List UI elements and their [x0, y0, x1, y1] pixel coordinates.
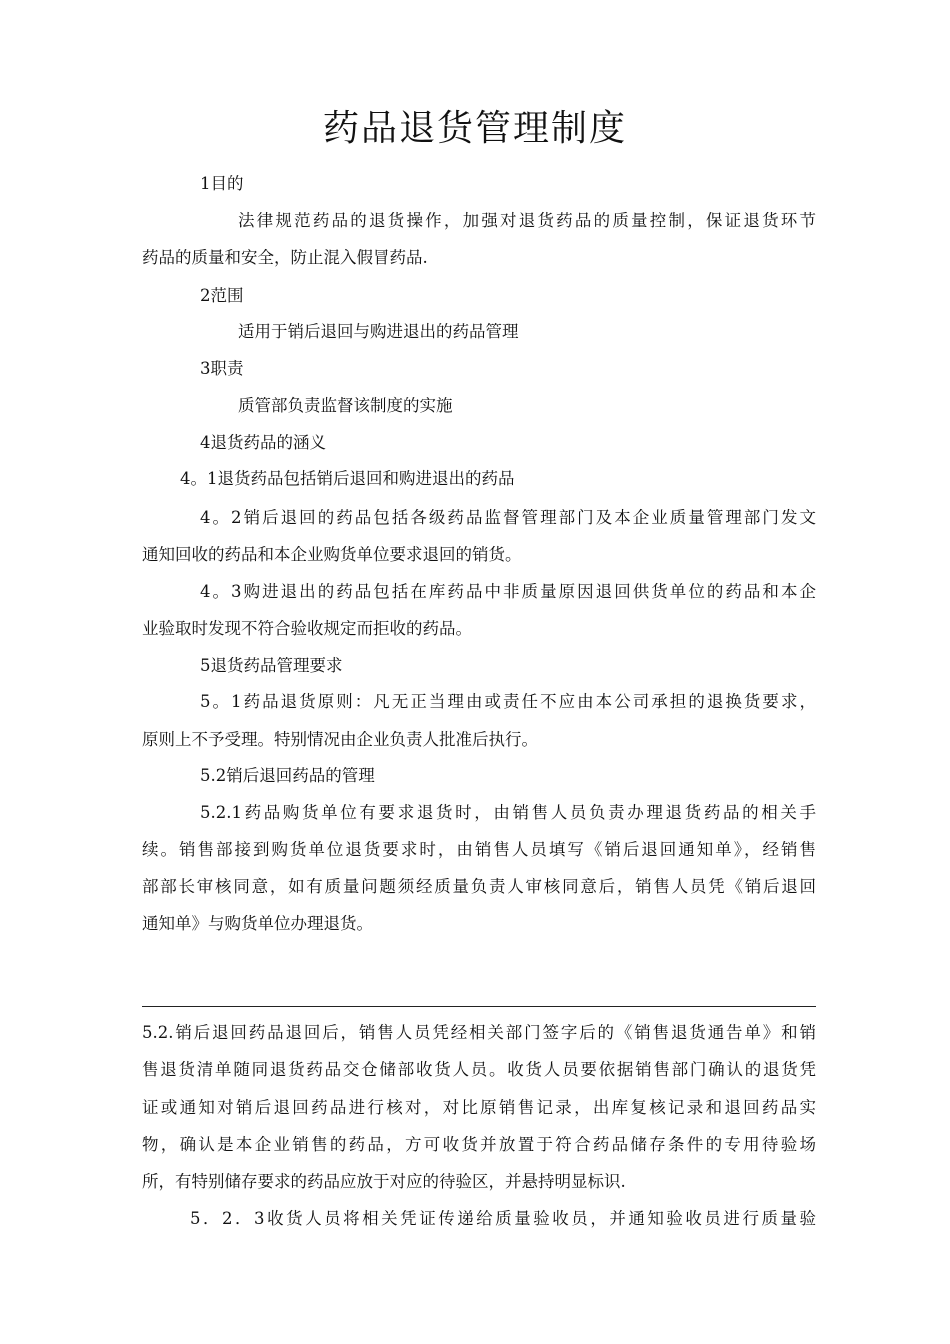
section-5-1-line-1 — [200, 690, 816, 714]
section-4-2-line-1-content: 4。2销后退回的药品包括各级药品监督管理部门及本企业质量管理部门发文 — [200, 508, 816, 527]
section-5-2-3-line-1 — [190, 1207, 816, 1231]
section-5-heading: 5退货药品管理要求 — [200, 656, 343, 675]
section-2-heading: 2范围 — [200, 286, 244, 305]
section-5-2-1-line-2 — [142, 838, 816, 862]
section-4-2-line-2: 通知回收的药品和本企业购货单位要求退回的销货。 — [142, 545, 522, 564]
section-4-1: 4。1退货药品包括销后退回和购进退出的药品 — [180, 469, 515, 488]
section-5-2-2-line-1-content: 5.2.销后退回药品退回后，销售人员凭经相关部门签字后的《销售退货通告单》和销 — [142, 1023, 816, 1042]
section-4-3-line-2: 业验取时发现不符合验收规定而拒收的药品。 — [142, 619, 472, 638]
section-4-3-line-1-content: 4。3购进退出的药品包括在库药品中非质量原因退回供货单位的药品和本企 — [200, 582, 816, 601]
section-5-2-2-line-5: 所，有特别储存要求的药品应放于对应的待验区，并悬持明显标识. — [142, 1172, 626, 1191]
section-3-heading: 3职责 — [200, 359, 244, 378]
section-5-2-1-line-4: 通知单》与购货单位办理退货。 — [142, 914, 373, 933]
section-5-2-1-line-3 — [142, 875, 816, 899]
page-divider — [142, 1006, 816, 1007]
section-5-2-1-line-2-content: 续。销售部接到购货单位退货要求时，由销售人员填写《销后退回通知单》，经销售 — [142, 840, 816, 859]
section-1-heading: 1目的 — [200, 174, 244, 193]
section-5-2-2-line-1 — [142, 1021, 816, 1045]
section-1-text-line-1 — [238, 209, 816, 233]
section-4-heading: 4退货药品的涵义 — [200, 433, 326, 452]
section-5-2-2-line-4 — [142, 1133, 816, 1157]
section-5-1-line-2: 原则上不予受理。特别情况由企业负责人批准后执行。 — [142, 730, 538, 749]
document-title: 药品退货管理制度 — [322, 108, 627, 149]
section-2-text: 适用于销后退回与购进退出的药品管理 — [238, 322, 519, 341]
section-5-2-2-line-2 — [142, 1058, 816, 1082]
section-5-2-3-line-1-content: 5．2．3收货人员将相关凭证传递给质量验收员，并通知验收员进行质量验 — [190, 1209, 816, 1228]
section-5-1-line-1-content: 5。1药品退货原则：凡无正当理由或责任不应由本公司承担的退换货要求， — [200, 692, 816, 711]
section-5-2-1-line-3-content: 部部长审核同意，如有质量问题须经质量负责人审核同意后，销售人员凭《销后退回 — [142, 877, 816, 896]
section-1-text-line-1-content: 法律规范药品的退货操作，加强对退货药品的质量控制，保证退货环节 — [238, 211, 816, 230]
section-5-2-heading: 5.2销后退回药品的管理 — [200, 766, 375, 785]
section-4-3-line-1 — [200, 580, 816, 604]
section-3-text: 质管部负责监督该制度的实施 — [238, 396, 453, 415]
section-4-2-line-1 — [200, 506, 816, 530]
section-5-2-1-line-1 — [200, 801, 816, 825]
section-5-2-2-line-3-content: 证或通知对销后退回药品进行核对，对比原销售记录，出库复核记录和退回药品实 — [142, 1098, 816, 1117]
section-1-text-line-2: 药品的质量和安全，防止混入假冒药品. — [142, 248, 428, 267]
section-5-2-2-line-4-content: 物，确认是本企业销售的药品，方可收货并放置于符合药品储存条件的专用待验场 — [142, 1135, 816, 1154]
section-5-2-2-line-3 — [142, 1096, 816, 1120]
section-5-2-2-line-2-content: 售退货清单随同退货药品交仓储部收货人员。收货人员要依据销售部门确认的退货凭 — [142, 1060, 816, 1079]
section-5-2-1-line-1-content: 5.2.1药品购货单位有要求退货时，由销售人员负责办理退货药品的相关手 — [200, 803, 816, 822]
